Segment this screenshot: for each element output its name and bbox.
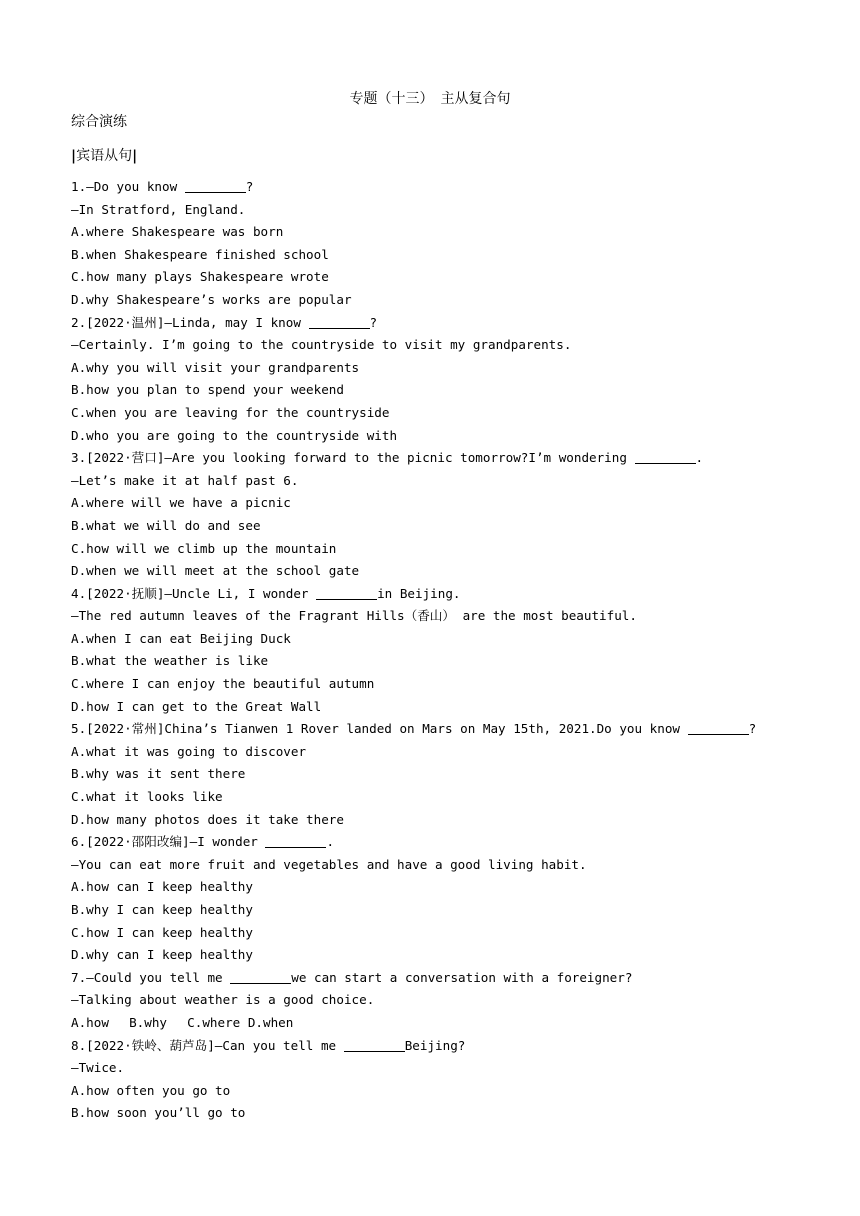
question-stem [71, 176, 831, 199]
answer-blank [185, 178, 246, 193]
answer-option: A.how B.why C.where D.when [71, 1014, 294, 1030]
question-reply: —Talking about weather is a good choice. [71, 992, 375, 1008]
question-reply: —Let’s make it at half past 6. [71, 472, 299, 488]
question-reply: —The red autumn leaves of the Fragrant Hills（香山） are the most beautiful. [71, 608, 637, 624]
answer-option: A.how can I keep healthy [71, 879, 253, 895]
answer-blank [316, 585, 377, 600]
question-reply: —You can eat more fruit and vegetables and have a good living habit. [71, 856, 587, 872]
stem-text: 8.[2022·铁岭、葫芦岛]—Can you tell me [71, 1037, 344, 1053]
answer-option: D.why can I keep healthy [71, 947, 253, 963]
stem-text-end: Beijing? [404, 1037, 466, 1053]
answer-option: A.when I can eat Beijing Duck [71, 630, 291, 646]
question-reply: —Twice. [71, 1060, 125, 1076]
question-stem [71, 583, 831, 606]
answer-blank [635, 449, 696, 464]
answer-option: A.where Shakespeare was born [71, 224, 284, 240]
stem-text: 5.[2022·常州]China’s Tianwen 1 Rover landed on Mars on May 15th, 2021.Do you know [71, 721, 688, 737]
answer-blank [309, 314, 370, 329]
answer-option: B.how you plan to spend your weekend [71, 382, 344, 398]
answer-option: D.when we will meet at the school gate [71, 563, 360, 579]
answer-option: C.how many plays Shakespeare wrote [71, 269, 329, 285]
answer-option: B.what the weather is like [71, 653, 269, 669]
question-stem [71, 1035, 831, 1058]
question-stem [71, 447, 831, 470]
stem-text: 6.[2022·邵阳改编]—I wonder [71, 834, 266, 850]
question-stem [71, 967, 831, 990]
answer-option: D.how many photos does it take there [71, 811, 344, 827]
question-stem [71, 718, 831, 741]
answer-option: A.where will we have a picnic [71, 495, 291, 511]
answer-option: C.what it looks like [71, 789, 223, 805]
answer-option: D.who you are going to the countryside with [71, 427, 398, 443]
subsection-label: 宾语从句 [76, 148, 133, 164]
question-stem [71, 312, 831, 335]
answer-option: C.where I can enjoy the beautiful autumn [71, 676, 375, 692]
stem-text: 7.—Could you tell me [71, 969, 231, 985]
answer-blank [688, 720, 749, 735]
answer-option: A.why you will visit your grandparents [71, 359, 360, 375]
stem-text: 3.[2022·营口]—Are you looking forward to the picnic tomorrow?I’m wondering [71, 450, 635, 466]
question-stem [71, 831, 831, 854]
answer-option: A.how often you go to [71, 1082, 231, 1098]
answer-blank [230, 969, 291, 984]
stem-text: 4.[2022·抚顺]—Uncle Li, I wonder [71, 585, 317, 601]
answer-option: C.how I can keep healthy [71, 924, 253, 940]
answer-option: A.what it was going to discover [71, 743, 307, 759]
subsection-heading [71, 145, 137, 165]
subsection-bar-left: | [71, 148, 77, 164]
question-reply: —In Stratford, England. [71, 201, 246, 217]
stem-text: 1.—Do you know [71, 179, 185, 194]
stem-text-end: we can start a conversation with a foreigner? [291, 969, 633, 985]
answer-blank [265, 833, 326, 848]
question-reply: —Certainly. I’m going to the countryside to visit my grandparents. [71, 337, 572, 353]
answer-option: B.why I can keep healthy [71, 902, 253, 917]
answer-option: B.how soon you’ll go to [71, 1105, 246, 1121]
stem-text-end: ? [748, 721, 757, 737]
stem-text-end: ? [245, 179, 254, 194]
answer-option: D.why Shakespeare’s works are popular [71, 291, 352, 307]
question-list [71, 176, 831, 1125]
answer-option: D.how I can get to the Great Wall [71, 698, 322, 714]
stem-text-end: in Beijing. [377, 585, 461, 601]
answer-option: B.why was it sent there [71, 766, 246, 782]
stem-text-end: . [695, 450, 704, 466]
section-heading: 综合演练 [71, 114, 127, 130]
answer-option: C.when you are leaving for the countryside [71, 404, 390, 420]
stem-text-end: . [326, 834, 335, 850]
subsection-bar-right: | [132, 148, 138, 164]
stem-text: 2.[2022·温州]—Linda, may I know [71, 314, 309, 330]
answer-option: C.how will we climb up the mountain [71, 540, 337, 556]
stem-text-end: ? [369, 314, 378, 330]
answer-option: B.what we will do and see [71, 517, 261, 533]
answer-blank [344, 1037, 405, 1052]
answer-option: B.when Shakespeare finished school [71, 246, 329, 262]
page-title: 专题（十三） 主从复合句 [349, 91, 511, 107]
